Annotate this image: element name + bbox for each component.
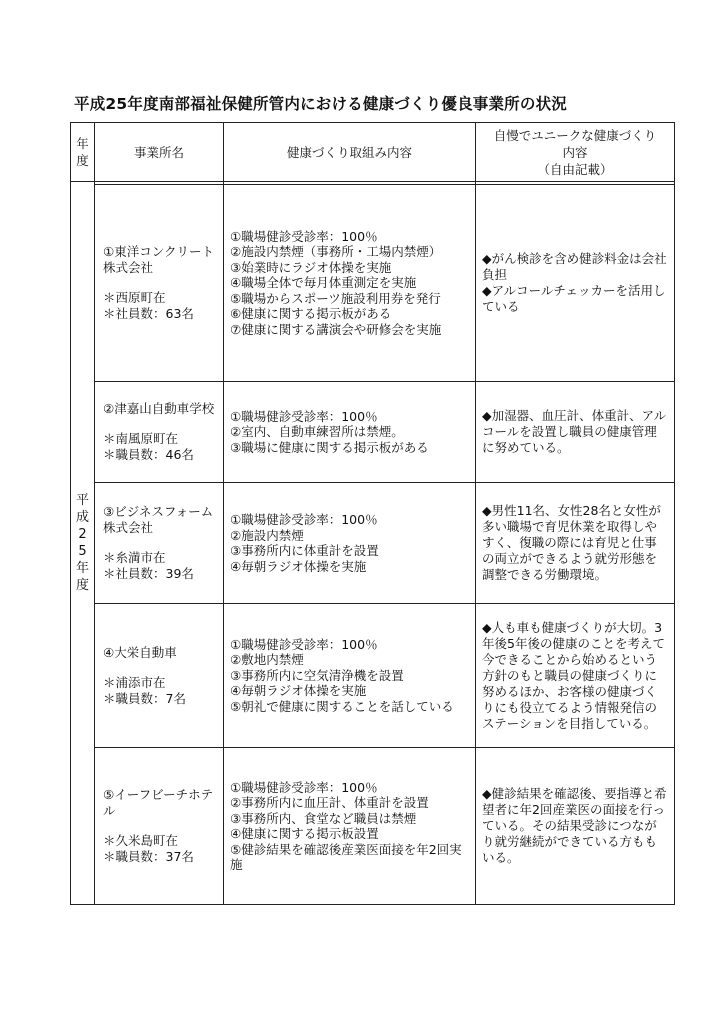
company-location: ＊西原町在: [103, 290, 166, 305]
activity-item: ③事務所内に体重計を設置: [230, 543, 379, 558]
company-cell: [95, 604, 224, 748]
features-cell: [476, 185, 675, 382]
company-cell: [95, 748, 224, 905]
feature-text: ◆アルコールチェッカーを活用している: [482, 283, 666, 314]
header-features-line2: 内容: [562, 144, 588, 160]
activity-item: ①職場健診受診率：100％: [230, 408, 378, 424]
company-employees: ＊社員数：39名: [103, 566, 194, 581]
activities-cell: [224, 382, 476, 483]
company-location: ＊糸満市在: [103, 550, 166, 565]
activity-item: ⑤職場からスポーツ施設利用券を発行: [230, 290, 441, 306]
feature-text: ◆加湿器、血圧計、体重計、アルコールを設置し職員の健康管理に努めている。: [482, 408, 667, 455]
company-cell: [95, 185, 224, 382]
activity-item: ①職場健診受診率：100％: [230, 228, 378, 244]
year-label-char: 成: [75, 510, 89, 525]
spacer: [103, 819, 219, 833]
activity-item: ②施設内禁煙（事務所・工場内禁煙）: [230, 244, 442, 260]
activity-item: ①職場健診受診率：100％: [230, 779, 378, 795]
company-row: [71, 382, 675, 483]
company-location: ＊南風原町在: [103, 431, 179, 446]
company-row: [71, 483, 675, 604]
activity-item: ②室内、自動車練習所は禁煙。: [230, 424, 404, 440]
header-company: [95, 123, 224, 182]
company-name: ①東洋コンクリート株式会社: [103, 244, 214, 275]
company-location: ＊久米島町在: [103, 833, 179, 848]
header-year: [71, 123, 95, 182]
features-cell: [476, 382, 675, 483]
feature-text: ◆健診結果を確認後、要指導と希望者に年2回産業医の面接を行っている。その結果受診につながり就労継続ができている方ももいる。: [482, 786, 667, 865]
activity-item: ④毎朝ラジオ体操を実施: [230, 558, 367, 574]
company-location: ＊浦添市在: [103, 674, 166, 690]
company-row: [71, 185, 675, 382]
activity-item: ⑦健康に関する講演会や研修会を実施: [230, 321, 442, 337]
document-title: 平成25年度南部福祉保健所管内における健康づくり優良事業所の状況: [74, 95, 567, 113]
year-label-char: 度: [75, 578, 89, 593]
company-cell: [95, 382, 224, 483]
year-label-char: 2: [78, 527, 87, 542]
features-cell: [476, 604, 675, 748]
spacer: [103, 661, 219, 675]
company-row: [71, 748, 675, 905]
year-label-char: 平: [75, 493, 89, 508]
header-activities: [224, 123, 476, 182]
company-employees: ＊社員数：63名: [103, 306, 194, 321]
company-name: ④大栄自動車: [103, 644, 177, 660]
activity-item: ①職場健診受診率：100％: [230, 512, 378, 527]
spacer: [103, 417, 219, 431]
activity-item: ⑤朝礼で健康に関することを話している: [230, 698, 454, 714]
features-cell: [476, 483, 675, 604]
activities-cell: [224, 483, 476, 604]
activity-item: ②敷地内禁煙: [230, 652, 304, 668]
year-label-char: 5: [78, 544, 87, 559]
feature-text: ◆人も車も健康づくりが大切。3年後5年後の健康のことを考えて今できることから始めるという方針のもと職員の健康づくりに努めるほか、お客様の健康づくりにも役立てるよう情報発信のステーションを目指している。: [482, 619, 665, 731]
activity-item: ③職場に健康に関する掲示板がある: [230, 439, 429, 455]
company-employees: ＊職員数：37名: [103, 849, 194, 864]
company-name: ②津嘉山自動車学校: [103, 401, 215, 416]
company-employees: ＊職員数：7名: [103, 690, 186, 706]
activity-item: ③始業時にラジオ体操を実施: [230, 259, 392, 275]
activity-item: ④毎朝ラジオ体操を実施: [230, 683, 367, 699]
activity-item: ②施設内禁煙: [230, 527, 304, 543]
activity-item: ④職場全体で毎月体重測定を実施: [230, 275, 417, 291]
header-row: [71, 123, 675, 182]
activity-item: ④健康に関する掲示板設置: [230, 826, 379, 841]
header-company-label: 事業所名: [133, 144, 184, 160]
activity-item: ②事務所内に血圧計、体重計を設置: [230, 795, 429, 810]
activity-item: ③事務所内、食堂など職員は禁煙: [230, 810, 417, 826]
feature-text: ◆がん検診を含め健診料金は会社負担: [482, 251, 667, 282]
company-employees: ＊職員数：46名: [103, 447, 194, 462]
header-activities-label: 健康づくり取組み内容: [286, 144, 412, 160]
activity-item: ⑤健診結果を確認後産業医面接を年2回実施: [230, 841, 462, 872]
header-year-label: 年度: [76, 136, 89, 168]
company-cell: [95, 483, 224, 604]
spacer: [103, 536, 219, 550]
company-name: ⑤イーフビーチホテル: [103, 787, 214, 818]
company-name: ③ビジネスフォーム株式会社: [103, 504, 214, 535]
feature-text: ◆男性11名、女性28名と女性が多い職場で育児休業を取得しやすく、復職の際には育児と仕事の両立ができるよう就労形態を調整できる労働環境。: [482, 503, 661, 582]
activity-item: ⑥健康に関する掲示板がある: [230, 306, 392, 322]
activities-cell: [224, 185, 476, 382]
company-row: [71, 604, 675, 748]
activities-cell: [224, 604, 476, 748]
activity-item: ③事務所内に空気清浄機を設置: [230, 667, 404, 683]
year-label: [71, 492, 94, 594]
activities-cell: [224, 748, 476, 905]
header-features-line3: （自由記載）: [537, 161, 613, 177]
spacer: [103, 276, 219, 290]
year-label-char: 年: [75, 561, 89, 576]
activity-item: ①職場健診受診率：100％: [230, 636, 378, 652]
header-features-line1: 自慢でユニークな健康づくり: [493, 127, 657, 143]
features-cell: [476, 748, 675, 905]
header-features: [476, 123, 675, 182]
year-cell: [71, 182, 95, 905]
health-program-table: [70, 122, 675, 905]
